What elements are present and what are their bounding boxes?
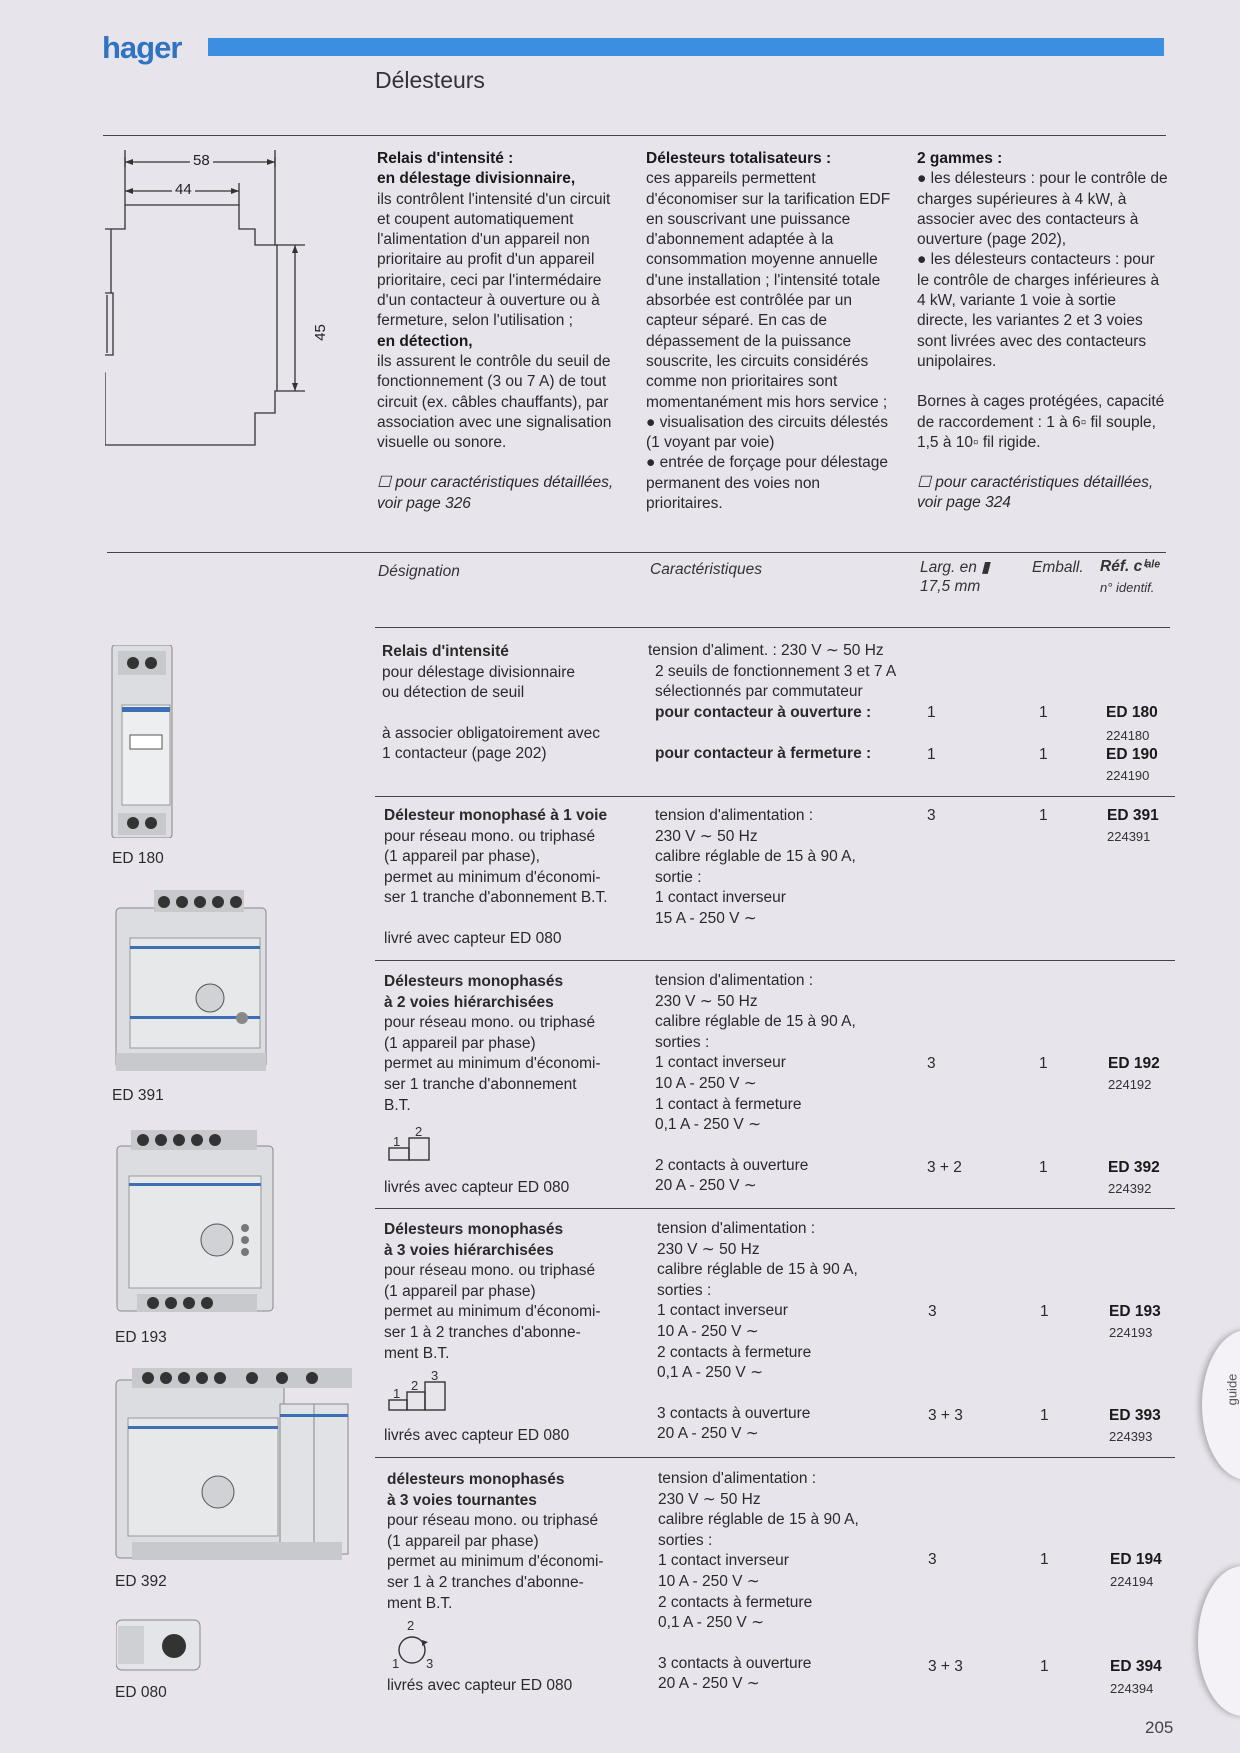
p3-r1-ref: ED 192 xyxy=(1108,1055,1160,1072)
p2-r1-id: 224391 xyxy=(1107,829,1151,844)
svg-text:1: 1 xyxy=(392,1656,400,1670)
device-ed180-image xyxy=(108,645,176,838)
device-ed392-image xyxy=(112,1364,352,1564)
intro-col-1: Relais d'intensité : en délestage divisionnaire, ils contrôlent l'intensité d'un circuit et coupent automatiquement l'alimentation d'un appareil non prioritaire au profit d'un appareil prioritaire, ceci par l'intermédaire d'un contacteur à ouverture ou à fermeture, selon l'utilisation ; en détection, ils assurent le contrôle du seuil de fonctionnement (3 ou 7 A) de tout circuit (ex. câbles chauffants), par association avec une signalisation visuelle ou sonore. ☐ pour caractéristiques détaillées, voir page 326 xyxy=(377,150,614,512)
table-rule-4 xyxy=(375,1457,1175,1458)
top-rule xyxy=(103,135,1166,136)
dimension-drawing xyxy=(105,145,345,455)
p5-r1-ref: ED 194 xyxy=(1110,1551,1162,1568)
intro-col-2: Délesteurs totalisateurs : ces appareils permettent d'économiser sur la tarification EDF en souscrivant une puissance d'abonnement adaptée à la consommation moyenne annuelle d'une installation ; l'intensité totale absorbée est contrôlée par un capteur séparé. En cas de dépassement de la puissance souscrite, les circuits considérés comme non prioritaires sont momentanément mis hors service ; ● visualisation des circuits délestés (1 voyant par voie) ● entrée de forçage pour délestage permanent des voies non prioritaires. xyxy=(646,150,891,513)
intro-col-3: 2 gammes : ● les délesteurs : pour le contrôle de charges supérieures à 4 kW, à associer avec des contacteurs à ouverture (page 202), ● les délesteurs contacteurs : pour le contrôle de charges inférieures à 4 kW, variante 1 voie à sortie directe, les variantes 2 et 3 voies sont livrées avec des contacteurs unipolaires. Bornes à cages protégées, capacité de raccordement : 1 à 6▫ fil souple, 1,5 à 10▫ fil rigide. ☐ pour caractéristiques détaillées, voir page 324 xyxy=(917,150,1168,512)
p4-r1-emb: 1 xyxy=(1040,1303,1049,1320)
p1-designation: Relais d'intensité pour délestage divisionnaire ou détection de seuil à associer obligatoirement avec 1 contacteur (page 202) xyxy=(382,643,600,763)
p4-r1-id: 224193 xyxy=(1109,1325,1153,1340)
p5-r2-emb: 1 xyxy=(1040,1658,1049,1675)
p3-r1-emb: 1 xyxy=(1039,1055,1048,1072)
device-ed391-image xyxy=(110,888,270,1074)
device-ed080-image xyxy=(116,1616,202,1676)
p1-r2-ref: ED 190 xyxy=(1106,746,1158,763)
table-rule-3 xyxy=(375,1208,1175,1209)
p1-r1-id: 224180 xyxy=(1106,728,1150,743)
p3-r2-emb: 1 xyxy=(1039,1159,1048,1176)
p3-r1-id: 224192 xyxy=(1108,1077,1152,1092)
p1-r2-id: 224190 xyxy=(1106,768,1150,783)
p1-caracteristiques: tension d'aliment. : 230 V ∼ 50 Hz 2 seuils de fonctionnement 3 et 7 A sélectionnés par commutateur pour contacteur à ouverture : pour contacteur à fermeture : xyxy=(648,642,897,763)
header-ident: n° identif. xyxy=(1100,580,1155,595)
p1-r1-emb: 1 xyxy=(1039,704,1048,721)
p5-r1-id: 224194 xyxy=(1110,1574,1154,1589)
p2-r1-larg: 3 xyxy=(927,807,936,824)
label-ed080: ED 080 xyxy=(115,1684,167,1701)
header-designation: Désignation xyxy=(378,563,460,580)
label-ed391: ED 391 xyxy=(112,1087,164,1104)
label-ed180: ED 180 xyxy=(112,850,164,867)
page-number: 205 xyxy=(1145,1718,1174,1737)
table-rule-0 xyxy=(375,627,1170,628)
p2-r1-ref: ED 391 xyxy=(1107,807,1159,824)
svg-text:2: 2 xyxy=(411,1378,419,1393)
p5-delivery: livrés avec capteur ED 080 xyxy=(387,1677,573,1694)
p5-r2-ref: ED 394 xyxy=(1110,1658,1162,1675)
p1-r2-emb: 1 xyxy=(1039,746,1048,763)
p5-r1-larg: 3 xyxy=(928,1551,937,1568)
p3-r1-larg: 3 xyxy=(927,1055,936,1072)
p4-r2-emb: 1 xyxy=(1040,1407,1049,1424)
svg-text:1: 1 xyxy=(393,1134,401,1149)
two-steps-icon xyxy=(385,1124,435,1162)
p2-caracteristiques: tension d'alimentation : 230 V ∼ 50 Hz calibre réglable de 15 à 90 A, sortie : 1 contact inverseur 15 A - 250 V ∼ xyxy=(655,807,856,927)
p5-r2-id: 224394 xyxy=(1110,1681,1154,1696)
p4-designation: Délesteurs monophasés à 3 voies hiérarchisées pour réseau mono. ou triphasé (1 appareil par phase) permet au minimum d'économi- ser 1 à 2 tranches d'abonne- ment B.T. xyxy=(384,1221,601,1362)
header-largeur: Larg. en ▮ 17,5 mm xyxy=(920,559,990,595)
label-ed392: ED 392 xyxy=(115,1573,167,1590)
p1-r2-larg: 1 xyxy=(927,746,936,763)
dim-58: 58 xyxy=(190,152,213,169)
side-tab-2[interactable] xyxy=(1198,1566,1240,1716)
label-ed193: ED 193 xyxy=(115,1329,167,1346)
side-tab-guide[interactable]: guide xyxy=(1202,1330,1240,1480)
p4-r1-ref: ED 193 xyxy=(1109,1303,1161,1320)
table-rule-1 xyxy=(375,796,1175,797)
p4-r2-id: 224393 xyxy=(1109,1429,1153,1444)
p5-caracteristiques: tension d'alimentation : 230 V ∼ 50 Hz calibre réglable de 15 à 90 A, sorties : 1 contact inverseur 10 A - 250 V ∼ 2 contacts à fermeture 0,1 A - 250 V ∼ 3 contacts à ouverture 20 A - 250 V ∼ xyxy=(658,1470,859,1693)
p4-delivery: livrés avec capteur ED 080 xyxy=(384,1427,570,1444)
rotating-icon xyxy=(392,1618,442,1670)
p3-r2-larg: 3 + 2 xyxy=(927,1159,962,1176)
p4-r1-larg: 3 xyxy=(928,1303,937,1320)
dim-45: 45 xyxy=(311,324,329,341)
header-caracteristiques: Caractéristiques xyxy=(650,561,762,578)
p4-caracteristiques: tension d'alimentation : 230 V ∼ 50 Hz calibre réglable de 15 à 90 A, sorties : 1 contact inverseur 10 A - 250 V ∼ 2 contacts à fermeture 0,1 A - 250 V ∼ 3 contacts à ouverture 20 A - 250 V ∼ xyxy=(657,1220,858,1443)
p5-r1-emb: 1 xyxy=(1040,1551,1049,1568)
three-steps-icon xyxy=(385,1368,455,1412)
p3-caracteristiques: tension d'alimentation : 230 V ∼ 50 Hz calibre réglable de 15 à 90 A, sorties : 1 contact inverseur 10 A - 250 V ∼ 1 contact à fermeture 0,1 A - 250 V ∼ 2 contacts à ouverture 20 A - 250 V ∼ xyxy=(655,972,856,1195)
header-blue-bar xyxy=(208,38,1164,56)
hager-logo: hager xyxy=(102,30,182,65)
p3-r2-id: 224392 xyxy=(1108,1181,1152,1196)
svg-text:3: 3 xyxy=(426,1656,434,1670)
header-emball: Emball. xyxy=(1032,559,1084,576)
p1-r1-ref: ED 180 xyxy=(1106,704,1158,721)
p1-r1-larg: 1 xyxy=(927,704,936,721)
p5-r2-larg: 3 + 3 xyxy=(928,1658,963,1675)
mid-rule xyxy=(107,552,1166,553)
p4-r2-ref: ED 393 xyxy=(1109,1407,1161,1424)
svg-text:2: 2 xyxy=(415,1124,423,1139)
p4-r2-larg: 3 + 3 xyxy=(928,1407,963,1424)
p3-r2-ref: ED 392 xyxy=(1108,1159,1160,1176)
dim-44: 44 xyxy=(172,181,195,198)
svg-text:3: 3 xyxy=(431,1368,439,1383)
p3-delivery: livrés avec capteur ED 080 xyxy=(384,1179,570,1196)
page-title: Délesteurs xyxy=(375,67,485,93)
header-ref: Réf. cⁱᵃˡᵉ xyxy=(1100,558,1160,575)
device-ed193-image xyxy=(113,1128,279,1316)
p3-designation: Délesteurs monophasés à 2 voies hiérarchisées pour réseau mono. ou triphasé (1 appareil par phase) permet au minimum d'économi- ser 1 tranche d'abonnement B.T. xyxy=(384,973,601,1114)
svg-text:1: 1 xyxy=(393,1386,401,1401)
p5-designation: délesteurs monophasés à 3 voies tournantes pour réseau mono. ou triphasé (1 appareil par phase) permet au minimum d'économi- ser 1 à 2 tranches d'abonne- ment B.T. xyxy=(387,1471,604,1612)
p2-r1-emb: 1 xyxy=(1039,807,1048,824)
p2-designation: Délesteur monophasé à 1 voie pour réseau mono. ou triphasé (1 appareil par phase), permet au minimum d'économi- ser 1 tranche d'abonnement B.T. livré avec capteur ED 080 xyxy=(384,807,608,947)
table-rule-2 xyxy=(375,960,1175,961)
svg-text:2: 2 xyxy=(407,1618,415,1633)
